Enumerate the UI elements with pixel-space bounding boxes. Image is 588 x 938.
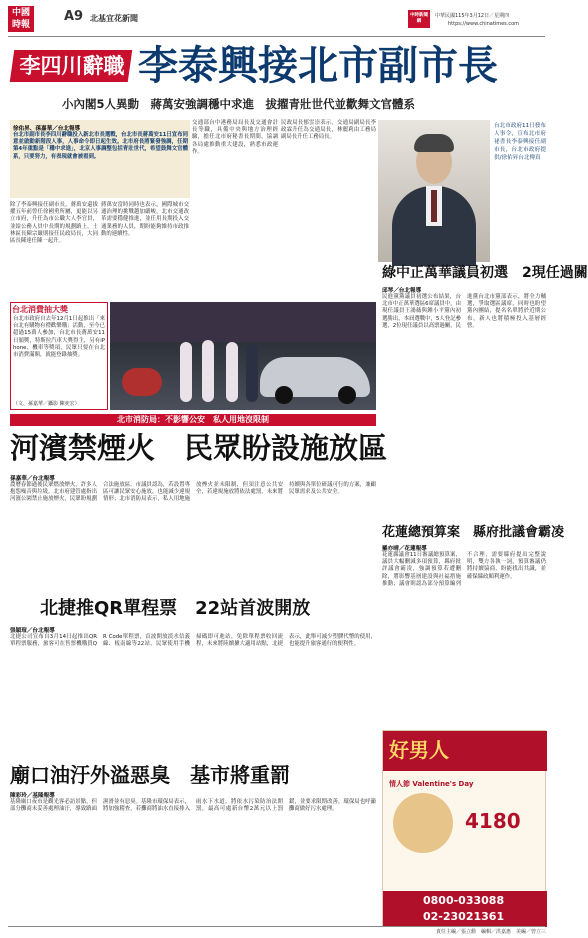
event-backdrop — [110, 302, 376, 342]
lead-byline: 徐佑昇、孫嘉華／台北報導 — [13, 126, 81, 132]
presenter — [246, 344, 258, 402]
logo-top: 中國 — [11, 8, 30, 18]
footer-credits: 責任主編／張立勳 編輯／洪嘉惠 美編／曾立三 — [435, 929, 546, 935]
section-title: 北基宜花新聞 — [90, 14, 138, 23]
lead-headline: 李泰興接北市副市長 — [138, 43, 498, 89]
story3-body: 北捷公司宣布自3月14日起推出QR單程票服務，旅客可在售票機購買QR Code單程票，首波開放淡水信義線、板南線等22站，民眾使用手機掃碼即可進站，免除單程票收回流程，未來將陸續擴大適用站點，北捷表示，此舉可減少塑膠代幣的使用，也能提升旅客通行的便利性。 — [10, 634, 376, 648]
date-line: 中華民國115年3月12日／星期四 — [435, 13, 510, 19]
ad-tel2[interactable]: 02-23021361 — [423, 910, 505, 923]
presenter — [226, 342, 238, 402]
story6-headline: 花蓮總預算案 縣府批議會霸凌 — [382, 525, 565, 540]
presenter — [180, 342, 192, 402]
car-wheel — [275, 386, 293, 404]
story5-byline: 邱琴／台北報導 — [382, 288, 422, 294]
ad-brand: 好男人 — [389, 738, 449, 762]
story6-byline: 羅亦晴／花蓮報導 — [382, 546, 427, 552]
promo-body: 台北市政府自去年12月1日起推出「來台北有購物有禮歡樂購」活動，至今已超過15萬人參加，台北市長蔣萬安11日頒獎，特斯拉汽車大獎得主，另有iPhone、機車等獎項，民眾只要在台北市消費滿額，就能登錄抽獎。 — [13, 316, 105, 359]
story4-body: 基隆廟口夜市是觀光客必訪景點，但部分攤商未妥善處理油汙，導致路面濕滑並有惡臭。基隆市環保局表示，將加強稽查，若攤商將油水直接排入雨水下水道，將依水污染防治法開罰，最高可處新台幣2萬元以上罰鍰，並要求限期改善，環保局也呼籲攤商做好污水處理。 — [10, 799, 376, 813]
lead-body-4: 民政局長郁雲崇表示，交通局副局長李政霖升任為交通局長，林麗莉由工務局副局長升任工務局長。 — [281, 120, 376, 141]
scooter — [122, 368, 162, 396]
lead-summary: 台北市副市長李四川辭職投入新北市長選戰，台北市長蔣萬安11日宣布同意並啟動新階段人事，人事命令即日起生效。北市府長將緊發強調，任期第4年重點是「穩中求進」，北京人事調整包括青壯世代，希望鼓舞文官體系，只要努力，有表現就會被看到。 — [13, 132, 188, 160]
presenter — [202, 340, 214, 402]
footer-divider — [8, 926, 545, 927]
promo-photo — [110, 302, 376, 410]
story2-byline: 孫嘉華／台北報導 — [10, 476, 55, 482]
newspaper-logo — [8, 6, 34, 32]
page-number: A9 — [64, 9, 84, 24]
promo-credit: （文、孫嘉華／攝影 陳奕宏） — [13, 401, 80, 407]
logo-bottom: 時報 — [11, 20, 30, 30]
advertisement[interactable] — [382, 730, 546, 926]
chinatimes-logo: 中時新聞網 — [408, 10, 430, 28]
sub-kicker-text: 北市消防局：不影響公安 私人用地沒限制 — [117, 415, 269, 424]
masthead-divider — [8, 36, 545, 37]
car-wheel — [338, 386, 356, 404]
lead-photo-caption: 台北市政府11日發布人事令，宣布北市府祕書長李泰興接任副市長，台北市政府提供/徐佑昇台北傳真 — [494, 123, 546, 161]
ad-tel1[interactable]: 0800-033088 — [423, 894, 505, 907]
portrait-tie — [431, 190, 437, 222]
ad-line1: 情人節 Valentine's Day — [389, 780, 474, 788]
promo-title: 台北消費抽大獎 — [12, 305, 68, 314]
lead-body-3: 交通部台中港務局局長及交通會計長等職，具備中央與地方治理經驗，擔任北市府秘書長期間，協調各局處推動重大建設，熟悉市政運作。 — [192, 120, 278, 155]
story5-body: 民進黨黨議員初選公布結果，台北市中正萬華選區6席議員中，由現任議員王鴻薇與鍾小平黨內初選勝出，本屆選戰中，5人登記參選，2位現任議員以高票過關，民進黨台北市黨部表示，將全力輔選，爭取選區議席，同時也盼望黨內團結，提名名單將於近期公布，新人也將積極投入基層經營。 — [382, 294, 546, 329]
story3-byline: 張穎瑄／台北報導 — [10, 628, 55, 634]
story2-body: 農曆春節過後民眾燃放煙火，許多人抱怨噪音與垃圾，北市府建管處指出河濱公園禁止施放煙火，民眾盼規劃合法施放區。市議員認為，若設置專區可讓民眾安心施放，也能減少違規情形；北市消防局表示，私人用地施放煙火並未限制，但須注意公共安全，若違規施放將依法處罰，未來將持續與各單位研議可行的方案，兼顧民眾需求及公共安全。 — [10, 482, 376, 503]
portrait-hair — [414, 134, 454, 152]
lead-body-2: 蔣萬安當時同時也表示，國際城市交通治理的挑戰越加嚴峻，北市交通改革需要穩健推進，並任用長期投入交通業務的人員，期盼能夠維持市政推動的連續性。 — [101, 202, 189, 237]
story4-headline: 廟口油汙外溢惡臭 基市將重罰 — [10, 763, 290, 787]
masthead — [0, 0, 553, 38]
ad-product-image — [393, 793, 453, 853]
story6-body: 花蓮縣議會11日審議總預算案，議員大幅刪減多項預算，縣府批評議會霸凌，強調預算若遭刪除，將影響基層建設與社福措施推動；議會則認為部分預算編列不合理，需要縣府提出完整說明，雙方各執一詞，預算審議仍將持續協商，盼能找出共識，並確保縣政順利運作。 — [382, 552, 546, 587]
story3-headline: 北捷推QR單程票 22站首波開放 — [40, 598, 311, 619]
vice-mayor-photo — [378, 120, 490, 262]
lead-subhead: 小內閣5人異動 蔣萬安強調穩中求進 拔擢青壯世代並歡舞文官體系 — [62, 97, 415, 111]
lead-kicker-text: 李四川辭職 — [19, 54, 125, 78]
lead-body-1: 除了李泰興接任副市長，蔣萬安還拔擢五年前曾任徐國勇所屬，更能以另立市府，升任為市公職大人李官員，並給公務人員中長期的規劃路上，士林區長陳宗嚴則接任民政局長，大同區長陳達任陳一起升。 — [10, 202, 98, 245]
story2-headline: 河濱禁煙火 民眾盼設施放區 — [10, 431, 388, 465]
site-url: https://www.chinatimes.com — [448, 21, 520, 27]
ad-price: 4180 — [465, 809, 521, 833]
story4-byline: 陳彩玲／基隆報導 — [10, 793, 55, 799]
story5-headline: 綠中正萬華議員初選 2現任過關 — [382, 265, 588, 281]
